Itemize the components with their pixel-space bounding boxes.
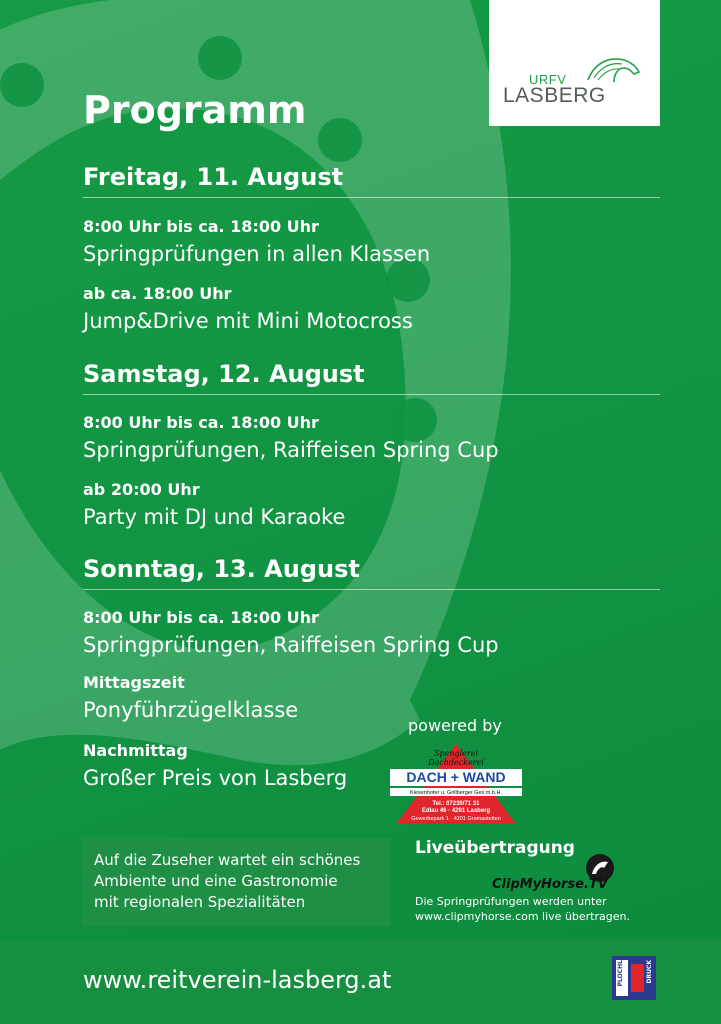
event-title: Jump&Drive mit Mini Motocross (83, 309, 413, 333)
sponsor-tel: Tel.: 07239/71 31 (432, 801, 480, 807)
sponsor-address1: Edlau 46 · 4291 Lasberg (421, 808, 491, 814)
event-time: ab ca. 18:00 Uhr (83, 284, 232, 303)
info-note-box (82, 838, 390, 926)
event-title: Party mit DJ und Karaoke (83, 505, 346, 529)
sponsor-address2: Gewerbepark 1 · 4201 Gramastetten (411, 816, 501, 822)
logo-urfv-text: URFV (529, 72, 567, 87)
footer (0, 940, 721, 1024)
sponsor-logo (388, 742, 524, 826)
printer-name-a: PLÖCHL (617, 960, 624, 987)
sponsor-line1: Spenglerei (433, 749, 479, 758)
clipmyhorse-brand: ClipMyHorse.TV (492, 877, 608, 892)
sponsor-brand: DACH + WAND (406, 769, 506, 785)
note-line: mit regionalen Spezialitäten (94, 893, 306, 911)
event-title: Springprüfungen, Raiffeisen Spring Cup (83, 438, 499, 462)
page-title: Programm (83, 88, 307, 132)
event-time: Mittagszeit (83, 673, 185, 692)
sponsor-line2: Dachdeckerei (428, 758, 484, 767)
event-time: 8:00 Uhr bis ca. 18:00 Uhr (83, 413, 319, 432)
live-desc-line: www.clipmyhorse.com live übertragen. (415, 910, 630, 923)
sponsor-company: Kiesenhofer u. Grillberger Ges.m.b.H. (409, 790, 503, 796)
website-link[interactable]: www.reitverein-lasberg.at (83, 966, 392, 994)
live-desc-line: Die Springprüfungen werden unter (415, 895, 607, 908)
live-stream-title: Liveübertragung (415, 838, 575, 858)
printer-name-b: DRUCK (646, 960, 653, 984)
clipmyhorse-logo (492, 852, 622, 892)
event-time: 8:00 Uhr bis ca. 18:00 Uhr (83, 608, 319, 627)
day-heading-saturday: Samstag, 12. August (83, 360, 660, 395)
event-title: Springprüfungen, Raiffeisen Spring Cup (83, 633, 499, 657)
event-title: Ponyführzügelklasse (83, 698, 299, 722)
day-heading-sunday: Sonntag, 13. August (83, 555, 660, 590)
live-stream-description (415, 894, 630, 924)
club-logo (489, 0, 660, 126)
printer-logo (612, 956, 656, 1000)
event-title: Springprüfungen in allen Klassen (83, 242, 431, 266)
day-heading-friday: Freitag, 11. August (83, 163, 660, 198)
note-line: Ambiente und eine Gastronomie (94, 872, 338, 890)
event-time: Nachmittag (83, 741, 188, 760)
note-line: Auf die Zuseher wartet ein schönes (94, 851, 361, 869)
logo-lasberg-text: LASBERG (503, 84, 606, 107)
event-time: 8:00 Uhr bis ca. 18:00 Uhr (83, 217, 319, 236)
event-title: Großer Preis von Lasberg (83, 766, 348, 790)
event-time: ab 20:00 Uhr (83, 480, 200, 499)
powered-by-label: powered by (408, 716, 502, 735)
